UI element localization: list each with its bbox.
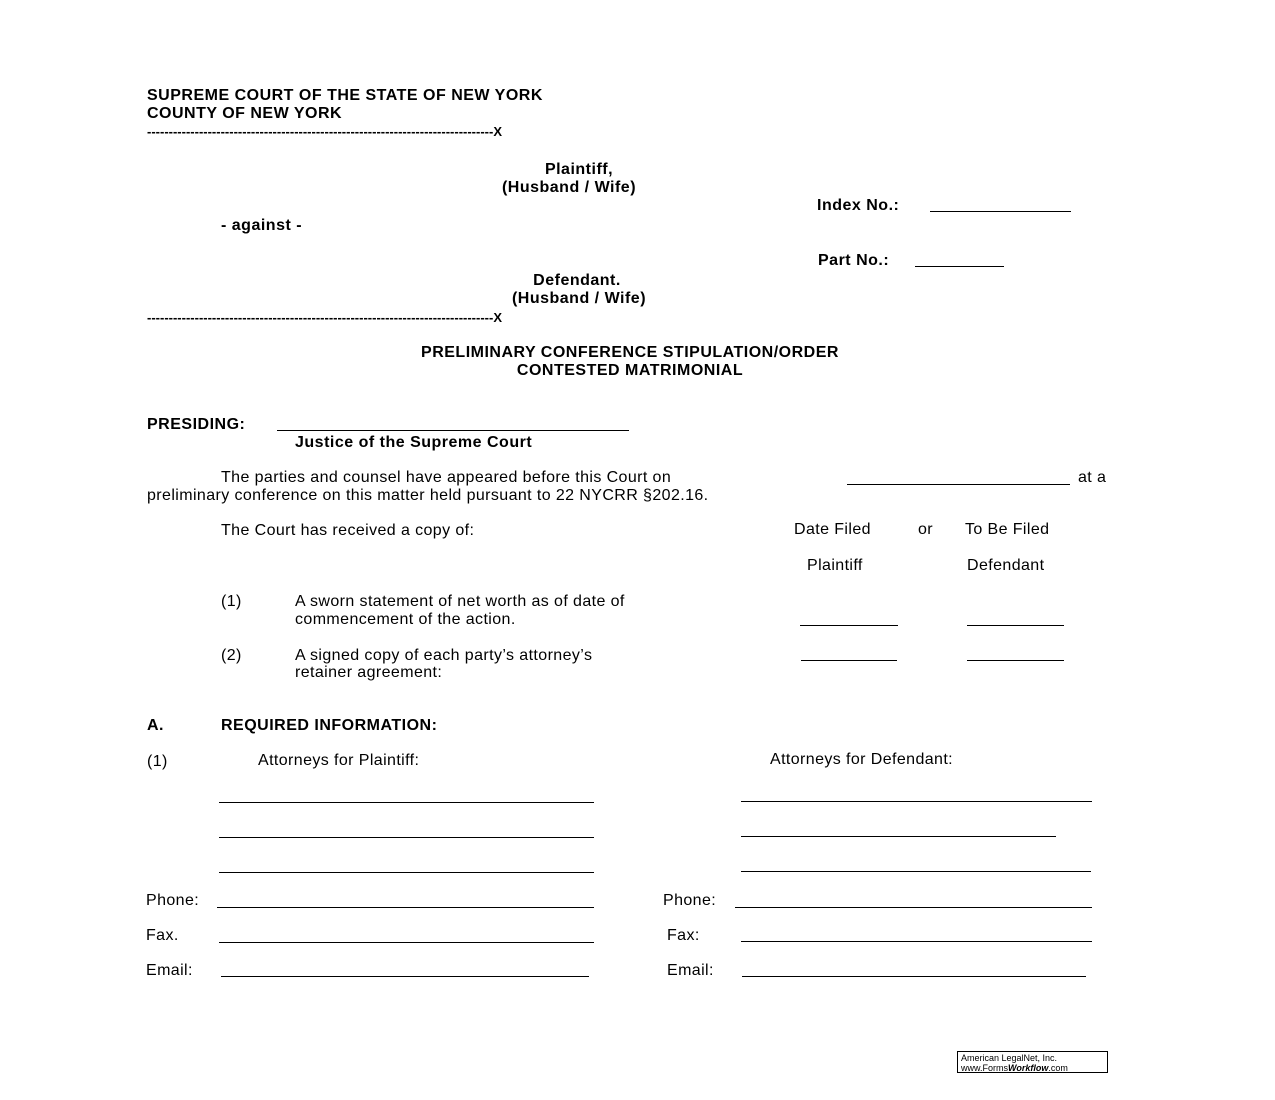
part-no-field[interactable] (915, 266, 1004, 267)
plaintiff-phone-label: Phone: (146, 892, 200, 909)
index-no-field[interactable] (930, 211, 1071, 212)
caption-separator-bottom: --------------------------------------------------------------------------------X (147, 310, 502, 325)
received-label: The Court has received a copy of: (221, 522, 475, 539)
against-label: - against - (221, 217, 303, 234)
defendant-attorney-line-2[interactable] (741, 836, 1056, 837)
item-2-defendant-field[interactable] (967, 660, 1064, 661)
col-or: or (918, 521, 934, 538)
presiding-caption: Justice of the Supreme Court (295, 434, 533, 451)
defendant-fax-label: Fax: (667, 927, 700, 944)
presiding-justice-field[interactable] (277, 430, 629, 431)
document-subtitle: CONTESTED MATRIMONIAL (516, 362, 744, 379)
publisher-url (961, 1063, 1104, 1073)
plaintiff-fax-field[interactable] (219, 942, 594, 943)
item-2-plaintiff-field[interactable] (801, 660, 897, 661)
intro-at-a: at a (1078, 469, 1107, 486)
item-2-text-line2: retainer agreement: (295, 664, 443, 681)
part-no-label: Part No.: (818, 252, 890, 269)
intro-line2: preliminary conference on this matter held pursuant to 22 NYCRR §202.16. (147, 487, 709, 504)
attorneys-plaintiff-label: Attorneys for Plaintiff: (258, 752, 420, 769)
plaintiff-phone-field[interactable] (217, 907, 594, 908)
publisher-badge (957, 1051, 1108, 1073)
plaintiff-attorney-line-3[interactable] (219, 872, 594, 873)
section-a-heading: REQUIRED INFORMATION: (221, 717, 438, 734)
defendant-phone-label: Phone: (663, 892, 717, 909)
court-name: SUPREME COURT OF THE STATE OF NEW YORK (147, 87, 543, 104)
publisher-url-brand: Workflow (1008, 1063, 1049, 1073)
defendant-email-field[interactable] (742, 976, 1086, 977)
index-no-label: Index No.: (817, 197, 900, 214)
item-1-number: (1) (221, 593, 242, 610)
defendant-role: (Husband / Wife) (511, 290, 647, 307)
item-2-text-line1: A signed copy of each party’s attorney’s (295, 647, 593, 664)
defendant-phone-field[interactable] (735, 907, 1092, 908)
presiding-label: PRESIDING: (147, 416, 246, 433)
plaintiff-email-label: Email: (146, 962, 193, 979)
plaintiff-role: (Husband / Wife) (501, 179, 637, 196)
item-1-defendant-field[interactable] (967, 625, 1064, 626)
intro-line1: The parties and counsel have appeared before this Court on (221, 469, 672, 486)
col-date-filed: Date Filed (794, 521, 871, 538)
col-to-be-filed: To Be Filed (965, 521, 1050, 538)
item-2-number: (2) (221, 647, 242, 664)
plaintiff-attorney-line-1[interactable] (219, 802, 594, 803)
publisher-url-prefix: www.Forms (961, 1063, 1008, 1073)
plaintiff-fax-label: Fax. (146, 927, 179, 944)
defendant-fax-field[interactable] (741, 941, 1092, 942)
plaintiff-label: Plaintiff, (544, 161, 614, 178)
defendant-attorney-line-1[interactable] (741, 801, 1092, 802)
plaintiff-attorney-line-2[interactable] (219, 837, 594, 838)
section-a-item-number: (1) (147, 753, 168, 770)
caption-separator-top: --------------------------------------------------------------------------------X (147, 124, 502, 139)
defendant-label: Defendant. (533, 272, 621, 289)
plaintiff-email-field[interactable] (221, 976, 589, 977)
publisher-url-suffix: .com (1048, 1063, 1068, 1073)
section-a-letter: A. (147, 717, 164, 734)
conference-date-field[interactable] (847, 484, 1070, 485)
item-1-plaintiff-field[interactable] (800, 625, 898, 626)
col-plaintiff: Plaintiff (807, 557, 863, 574)
item-1-text-line2: commencement of the action. (295, 611, 516, 628)
defendant-email-label: Email: (667, 962, 714, 979)
publisher-name: American LegalNet, Inc. (961, 1053, 1058, 1063)
item-1-text-line1: A sworn statement of net worth as of date of (295, 593, 625, 610)
attorneys-defendant-label: Attorneys for Defendant: (770, 751, 954, 768)
county-name: COUNTY OF NEW YORK (147, 105, 343, 122)
col-defendant: Defendant (967, 557, 1045, 574)
defendant-attorney-line-3[interactable] (741, 871, 1091, 872)
document-title: PRELIMINARY CONFERENCE STIPULATION/ORDER (421, 344, 839, 361)
